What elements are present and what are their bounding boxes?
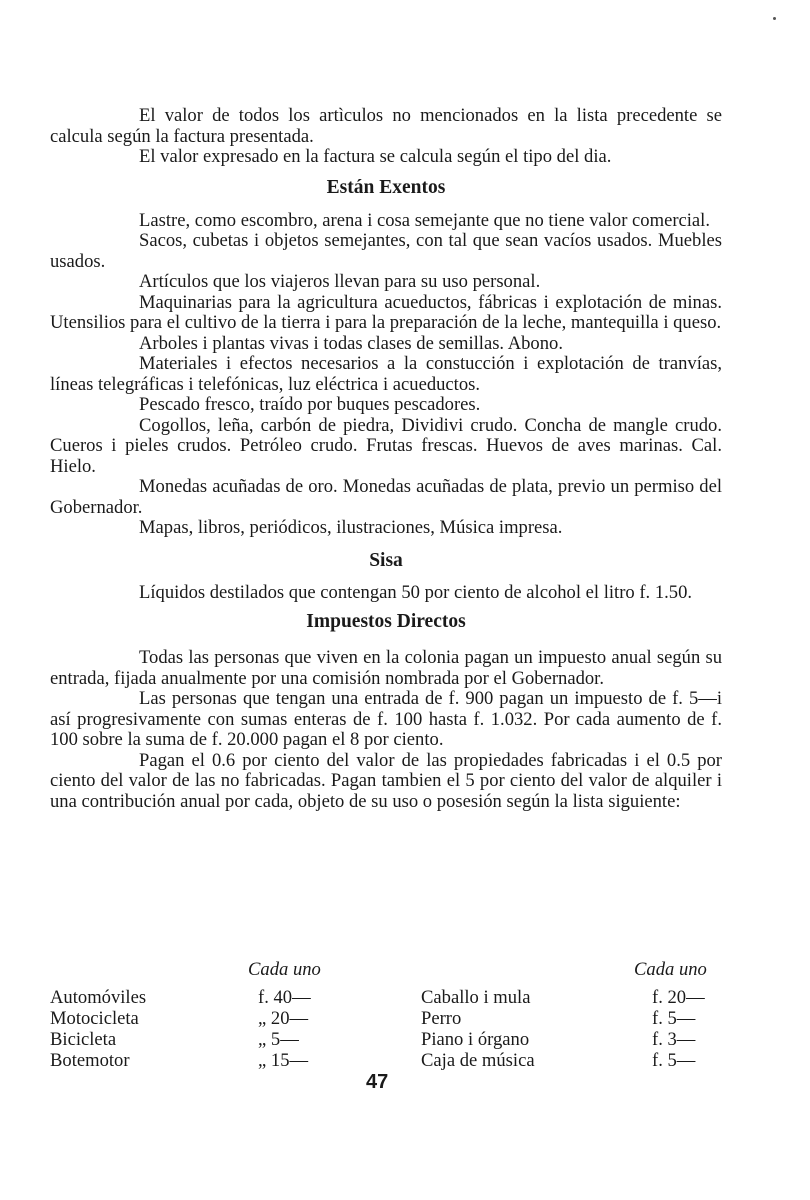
paragraph-sisa-liquidos: Líquidos destilados que contengan 50 por ciento de alcohol el litro f. 1.50. (139, 581, 693, 603)
item-name: Caballo i mula (421, 987, 531, 1008)
paragraph-valor-factura: El valor expresado en la factura se calcula según el tipo del dia. (139, 146, 612, 167)
paragraph-impuesto-entrada: Las personas que tengan una entrada de f. 900 pagan un impuesto de f. 5—i así progresivamente con sumas enteras de f. 100 hasta f. 1.032. Por cada aumento de f. 100 sobre la suma de f. 20.000 pagan el 8 por ciento. (50, 688, 722, 750)
paragraph-impuesto-anual: Todas las personas que viven en la colonia pagan un impuesto anual según su entrada, fijada anualmente por una comisión nombrada por el Gobernador. (50, 647, 722, 689)
paragraph-impuesto-propiedades: Pagan el 0.6 por ciento del valor de las propiedades fabricadas i el 0.5 por ciento del valor de las no fabricadas. Pagan tambien el 5 por ciento del valor de alquiler i una contribución anual por cada, objeto de su uso o posesión según la lista siguiente: (50, 749, 722, 812)
item-price: „ 15— (258, 1050, 309, 1071)
table-row (50, 1051, 722, 1072)
table-row (50, 988, 722, 1009)
item-name: Motocicleta (50, 1008, 139, 1029)
paragraph-exento-sacos: Sacos, cubetas i objetos semejantes, con tal que sean vacíos usados. Muebles usados. (50, 230, 722, 272)
paragraph-exento-cogollos: Cogollos, leña, carbón de piedra, Dividivi crudo. Concha de mangle crudo. Cueros i pieles crudos. Petróleo crudo. Frutas frescas. Huevos de aves marinas. Cal. Hielo. (50, 414, 722, 477)
item-price: f. 20— (652, 987, 705, 1008)
item-name: Bicicleta (50, 1029, 117, 1050)
paragraph-exento-arboles: Arboles i plantas vivas i todas clases de semillas. Abono. (139, 332, 563, 354)
item-name: Automóviles (50, 987, 147, 1008)
item-price: f. 5— (652, 1008, 696, 1029)
item-price: f. 40— (258, 987, 311, 1008)
heading-estan-exentos: Están Exentos (326, 176, 446, 198)
paragraph-exento-articulos: Artículos que los viajeros llevan para su uso personal. (139, 271, 541, 292)
column-header-cada-uno-right: Cada uno (634, 959, 707, 980)
heading-impuestos-directos: Impuestos Directos (306, 611, 466, 632)
page-number: 47 (366, 1071, 389, 1093)
item-name: Piano i órgano (421, 1029, 530, 1050)
item-name: Perro (421, 1008, 462, 1029)
item-name: Caja de música (421, 1050, 535, 1071)
body-text (50, 106, 722, 812)
paragraph-exento-monedas: Monedas acuñadas de oro. Monedas acuñadas de plata, previo un permiso del Gobernador. (50, 476, 722, 518)
paragraph-exento-mapas: Mapas, libros, periódicos, ilustraciones, Música impresa. (139, 517, 563, 538)
item-price: f. 3— (652, 1029, 696, 1050)
item-name: Botemotor (50, 1050, 130, 1071)
item-price: f. 5— (652, 1050, 696, 1071)
paragraph-valor-articulos: El valor de todos los artìculos no mencionados en la lista precedente se calcula según la factura presentada. (50, 105, 722, 147)
paragraph-exento-pescado: Pescado fresco, traído por buques pescadores. (139, 394, 481, 415)
table-row (50, 1009, 722, 1030)
table-row (50, 1030, 722, 1051)
paragraph-exento-maquinarias: Maquinarias para la agricultura acueductos, fábricas i explotación de minas. Utensilios para el cultivo de la tierra i para la preparación de la leche, mantequilla i queso. (50, 291, 722, 333)
paragraph-exento-lastre: Lastre, como escombro, arena i cosa semejante que no tiene valor comercial. (139, 209, 710, 231)
item-price: „ 20— (258, 1008, 309, 1029)
heading-sisa: Sisa (369, 549, 403, 571)
item-price: „ 5— (258, 1029, 299, 1050)
print-speck (773, 17, 776, 20)
column-header-cada-uno-left: Cada uno (248, 959, 321, 980)
paragraph-exento-materiales: Materiales i efectos necesarios a la constucción i explotación de tranvías, líneas telegráficas i telefónicas, luz eléctrica i acueductos. (50, 353, 722, 395)
